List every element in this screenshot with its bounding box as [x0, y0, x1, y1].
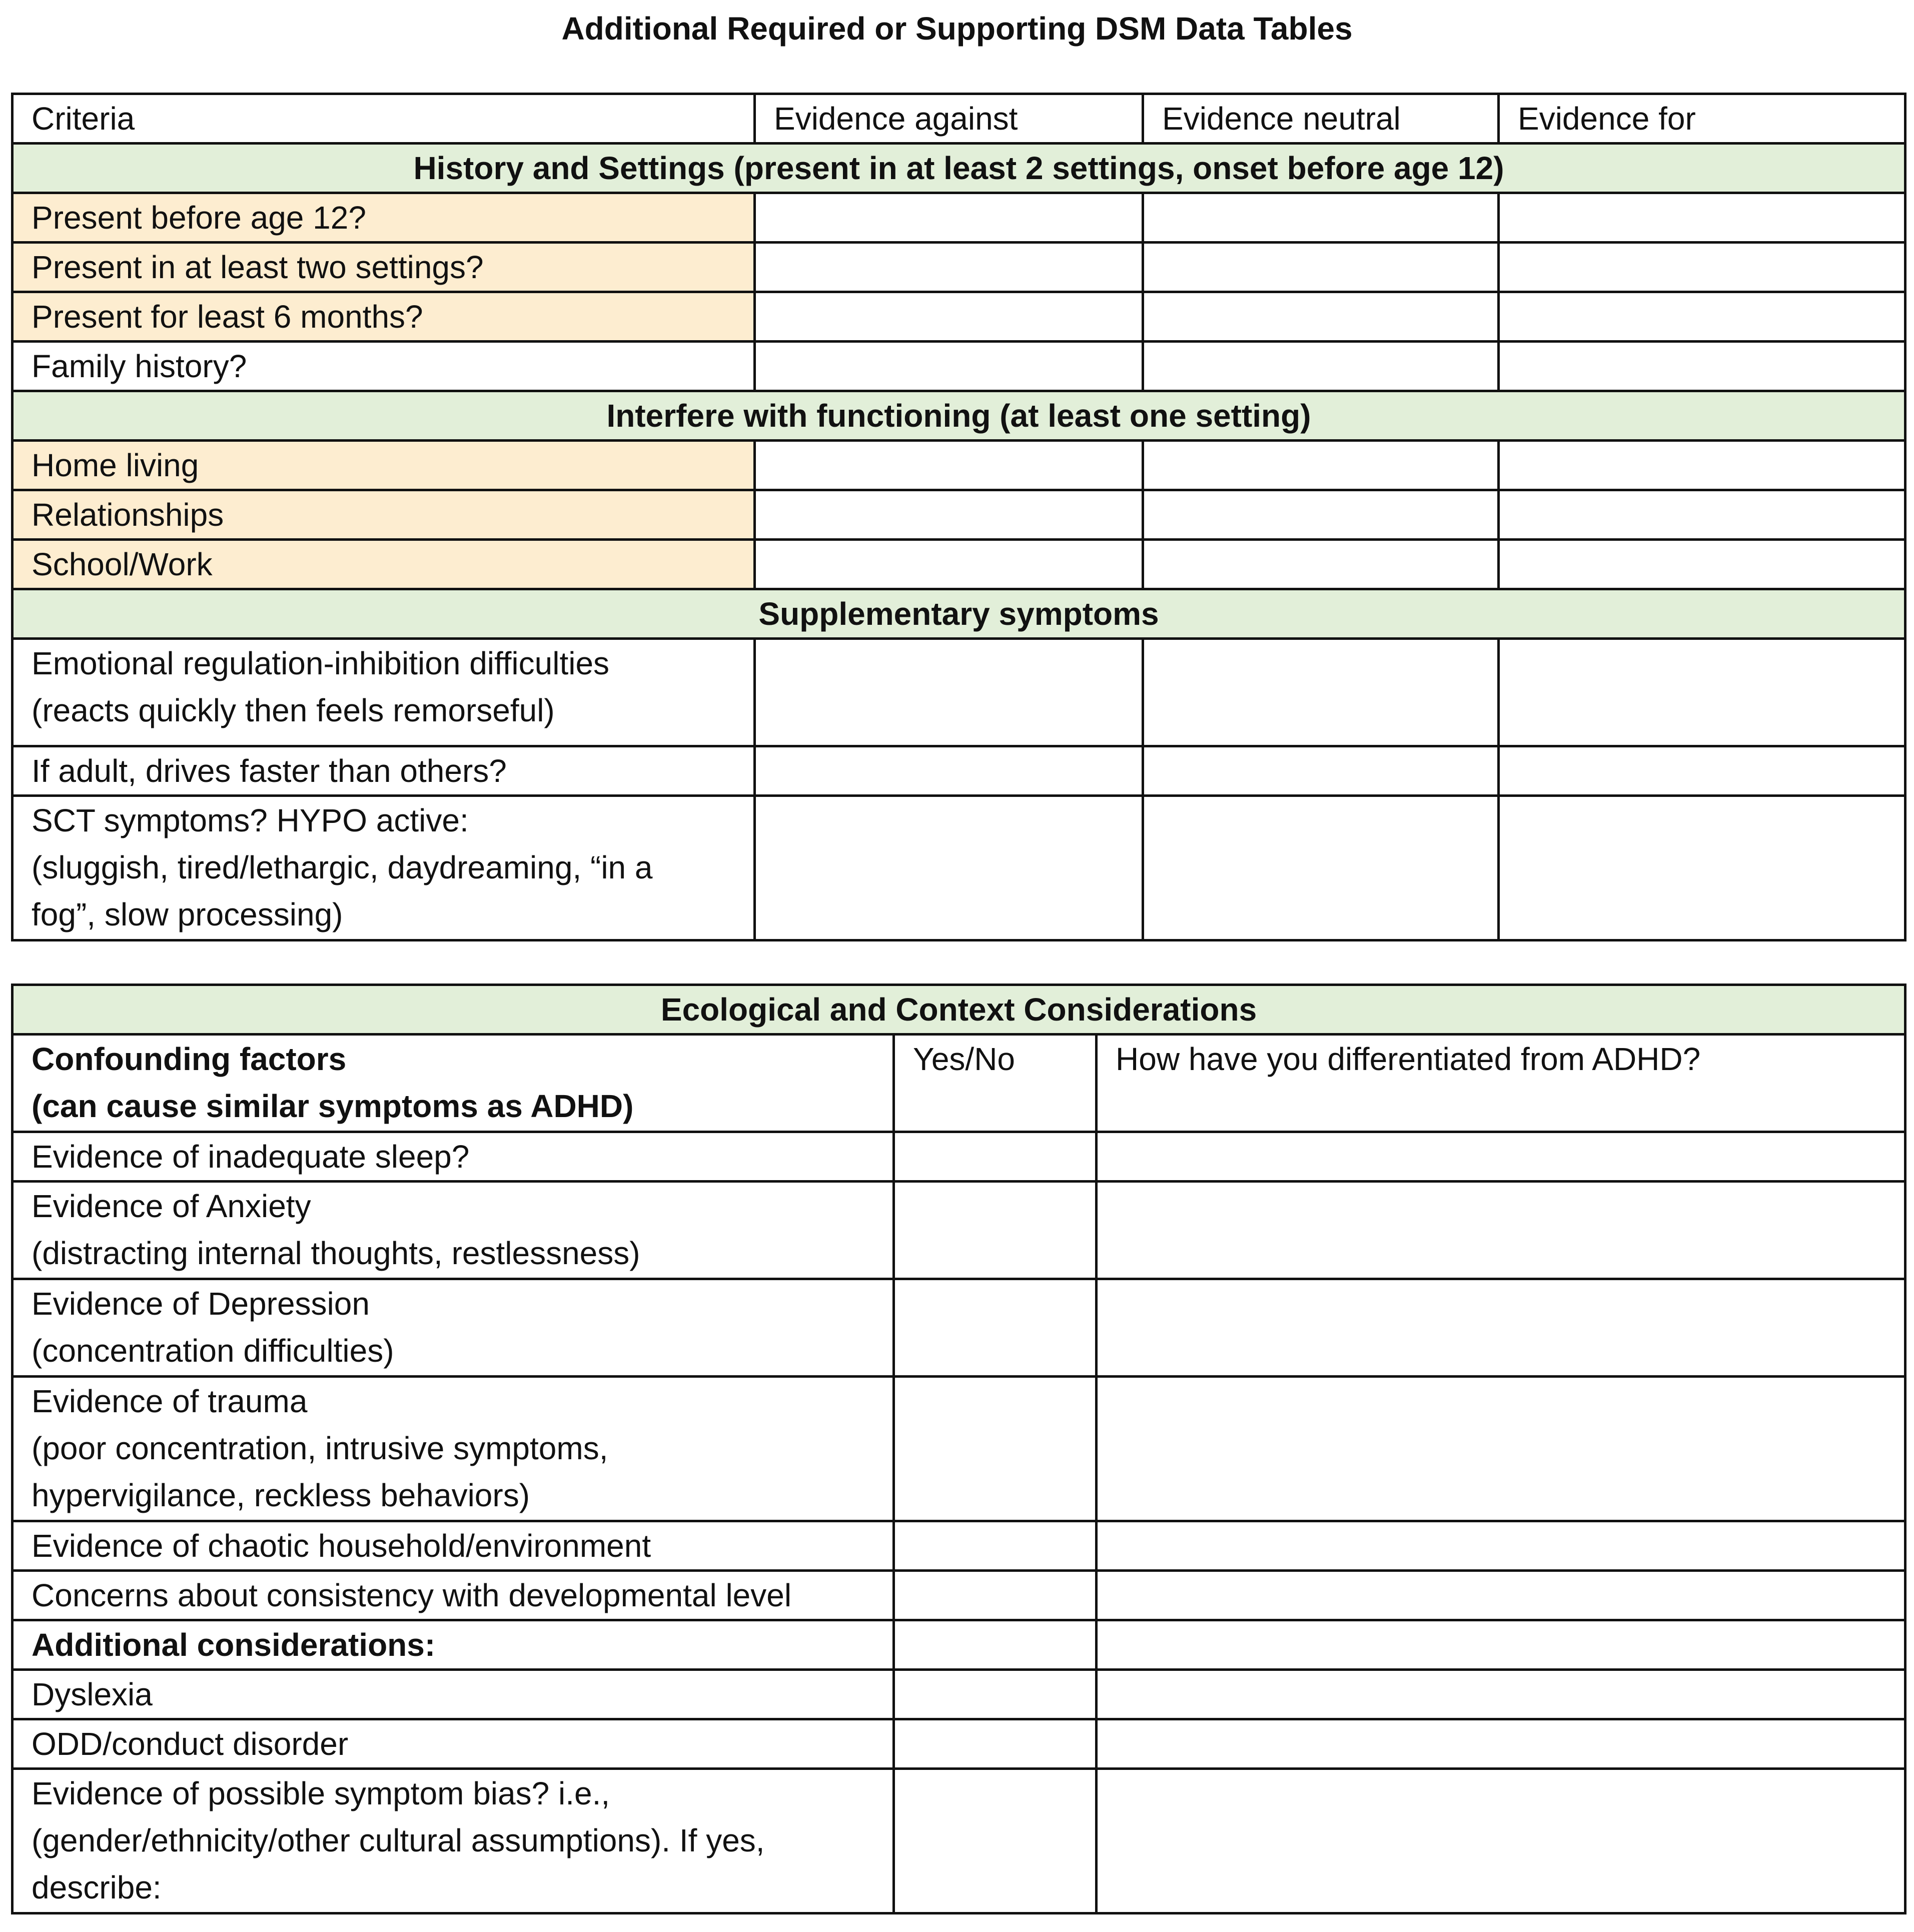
- factor-cell: ODD/conduct disorder: [13, 1719, 894, 1769]
- evidence-against-cell[interactable]: [755, 243, 1143, 292]
- evidence-against-cell[interactable]: [755, 193, 1143, 243]
- evidence-neutral-cell[interactable]: [1143, 243, 1499, 292]
- differentiation-cell[interactable]: [1097, 1670, 1905, 1719]
- yes-no-cell[interactable]: [894, 1571, 1097, 1620]
- evidence-for-cell[interactable]: [1499, 490, 1905, 540]
- differentiation-cell[interactable]: [1097, 1571, 1905, 1620]
- section-row: [13, 589, 1905, 639]
- evidence-for-cell[interactable]: [1499, 441, 1905, 490]
- factor-cell: [13, 1769, 894, 1913]
- header-differentiated: How have you differentiated from ADHD?: [1097, 1035, 1905, 1132]
- criteria-line: fog”, slow processing): [32, 896, 343, 932]
- evidence-neutral-cell[interactable]: [1143, 639, 1499, 746]
- evidence-against-cell[interactable]: [755, 639, 1143, 746]
- criteria-cell: Home living: [13, 441, 755, 490]
- criteria-cell: Relationships: [13, 490, 755, 540]
- table-row: [13, 796, 1905, 940]
- table-row: [13, 292, 1905, 342]
- criteria-cell: School/Work: [13, 540, 755, 589]
- yes-no-cell[interactable]: [894, 1132, 1097, 1182]
- evidence-neutral-cell[interactable]: [1143, 441, 1499, 490]
- table-row: [13, 1571, 1905, 1620]
- criteria-cell: Family history?: [13, 342, 755, 391]
- header-confounding-factors: [13, 1035, 894, 1132]
- factor-cell: Evidence of chaotic household/environment: [13, 1521, 894, 1571]
- criteria-cell: [13, 639, 755, 746]
- differentiation-cell[interactable]: [1097, 1620, 1905, 1670]
- section-interfere-functioning: Interfere with functioning (at least one setting): [13, 391, 1905, 441]
- evidence-for-cell[interactable]: [1499, 639, 1905, 746]
- differentiation-cell[interactable]: [1097, 1521, 1905, 1571]
- factor-line: Evidence of Depression: [32, 1286, 370, 1322]
- criteria-cell: Present for least 6 months?: [13, 292, 755, 342]
- table-row: [13, 1719, 1905, 1769]
- section-supplementary-symptoms: Supplementary symptoms: [13, 589, 1905, 639]
- evidence-neutral-cell[interactable]: [1143, 796, 1499, 940]
- table-header-row: [13, 1035, 1905, 1132]
- yes-no-cell[interactable]: [894, 1377, 1097, 1521]
- table-row: [13, 1521, 1905, 1571]
- differentiation-cell[interactable]: [1097, 1279, 1905, 1377]
- factor-line: Evidence of possible symptom bias? i.e.,: [32, 1775, 610, 1811]
- header-line: (can cause similar symptoms as ADHD): [32, 1088, 634, 1124]
- factor-line: (concentration difficulties): [32, 1333, 394, 1369]
- table-row: [13, 1132, 1905, 1182]
- evidence-neutral-cell[interactable]: [1143, 540, 1499, 589]
- table-row: [13, 490, 1905, 540]
- table-row: [13, 1182, 1905, 1279]
- dsm-criteria-table: [11, 93, 1906, 941]
- criteria-cell: If adult, drives faster than others?: [13, 746, 755, 796]
- criteria-line: Emotional regulation-inhibition difficulties: [32, 645, 610, 681]
- table-row: [13, 639, 1905, 746]
- yes-no-cell[interactable]: [894, 1670, 1097, 1719]
- criteria-line: (sluggish, tired/lethargic, daydreaming, “in a: [32, 849, 653, 885]
- table-row: [13, 540, 1905, 589]
- evidence-for-cell[interactable]: [1499, 193, 1905, 243]
- factor-line: hypervigilance, reckless behaviors): [32, 1477, 530, 1513]
- evidence-neutral-cell[interactable]: [1143, 490, 1499, 540]
- table-header-row: [13, 94, 1905, 144]
- table-row: [13, 243, 1905, 292]
- table-row: [13, 1670, 1905, 1719]
- differentiation-cell[interactable]: [1097, 1132, 1905, 1182]
- evidence-against-cell[interactable]: [755, 796, 1143, 940]
- criteria-cell: Present in at least two settings?: [13, 243, 755, 292]
- header-criteria: Criteria: [13, 94, 755, 144]
- header-evidence-for: Evidence for: [1499, 94, 1905, 144]
- differentiation-cell[interactable]: [1097, 1182, 1905, 1279]
- criteria-line: (reacts quickly then feels remorseful): [32, 692, 555, 728]
- section-row: [13, 144, 1905, 193]
- criteria-line: SCT symptoms? HYPO active:: [32, 802, 469, 838]
- evidence-for-cell[interactable]: [1499, 540, 1905, 589]
- table-row: [13, 441, 1905, 490]
- evidence-neutral-cell[interactable]: [1143, 746, 1499, 796]
- yes-no-cell[interactable]: [894, 1769, 1097, 1913]
- factor-line: Evidence of trauma: [32, 1383, 308, 1419]
- differentiation-cell[interactable]: [1097, 1719, 1905, 1769]
- factor-cell: Concerns about consistency with developmental level: [13, 1571, 894, 1620]
- factor-line: (poor concentration, intrusive symptoms,: [32, 1430, 608, 1466]
- factor-cell: [13, 1279, 894, 1377]
- evidence-for-cell[interactable]: [1499, 796, 1905, 940]
- criteria-cell: Present before age 12?: [13, 193, 755, 243]
- table-row: [13, 1620, 1905, 1670]
- evidence-against-cell[interactable]: [755, 746, 1143, 796]
- evidence-against-cell[interactable]: [755, 441, 1143, 490]
- table-row: [13, 746, 1905, 796]
- factor-line: (distracting internal thoughts, restlessness): [32, 1235, 640, 1271]
- ecological-context-table: [11, 984, 1906, 1914]
- header-yes-no: Yes/No: [894, 1035, 1097, 1132]
- evidence-against-cell[interactable]: [755, 490, 1143, 540]
- yes-no-cell[interactable]: [894, 1719, 1097, 1769]
- section-row: [13, 391, 1905, 441]
- yes-no-cell[interactable]: [894, 1521, 1097, 1571]
- yes-no-cell[interactable]: [894, 1279, 1097, 1377]
- evidence-against-cell[interactable]: [755, 292, 1143, 342]
- factor-cell: [13, 1377, 894, 1521]
- factor-cell: [13, 1182, 894, 1279]
- table-row: [13, 193, 1905, 243]
- table-row: [13, 342, 1905, 391]
- table-row: [13, 1279, 1905, 1377]
- factor-line: (gender/ethnicity/other cultural assumptions). If yes,: [32, 1822, 765, 1858]
- table-row: [13, 1377, 1905, 1521]
- evidence-neutral-cell[interactable]: [1143, 193, 1499, 243]
- yes-no-cell[interactable]: [894, 1182, 1097, 1279]
- evidence-for-cell[interactable]: [1499, 292, 1905, 342]
- header-line: Confounding factors: [32, 1041, 347, 1077]
- evidence-for-cell[interactable]: [1499, 746, 1905, 796]
- section-row: [13, 985, 1905, 1035]
- evidence-against-cell[interactable]: [755, 540, 1143, 589]
- criteria-cell: [13, 796, 755, 940]
- header-evidence-neutral: Evidence neutral: [1143, 94, 1499, 144]
- section-ecological-context: Ecological and Context Considerations: [13, 985, 1905, 1035]
- evidence-for-cell[interactable]: [1499, 243, 1905, 292]
- page-title: Additional Required or Supporting DSM Data Tables: [561, 11, 1353, 47]
- table-row: [13, 1769, 1905, 1913]
- header-evidence-against: Evidence against: [755, 94, 1143, 144]
- factor-cell: Dyslexia: [13, 1670, 894, 1719]
- yes-no-cell[interactable]: [894, 1620, 1097, 1670]
- additional-considerations-heading: Additional considerations:: [13, 1620, 894, 1670]
- evidence-neutral-cell[interactable]: [1143, 292, 1499, 342]
- factor-line: describe:: [32, 1869, 162, 1905]
- section-history-settings: History and Settings (present in at least 2 settings, onset before age 12): [13, 144, 1905, 193]
- evidence-for-cell[interactable]: [1499, 342, 1905, 391]
- differentiation-cell[interactable]: [1097, 1769, 1905, 1913]
- evidence-neutral-cell[interactable]: [1143, 342, 1499, 391]
- factor-cell: Evidence of inadequate sleep?: [13, 1132, 894, 1182]
- differentiation-cell[interactable]: [1097, 1377, 1905, 1521]
- factor-line: Evidence of Anxiety: [32, 1188, 311, 1224]
- evidence-against-cell[interactable]: [755, 342, 1143, 391]
